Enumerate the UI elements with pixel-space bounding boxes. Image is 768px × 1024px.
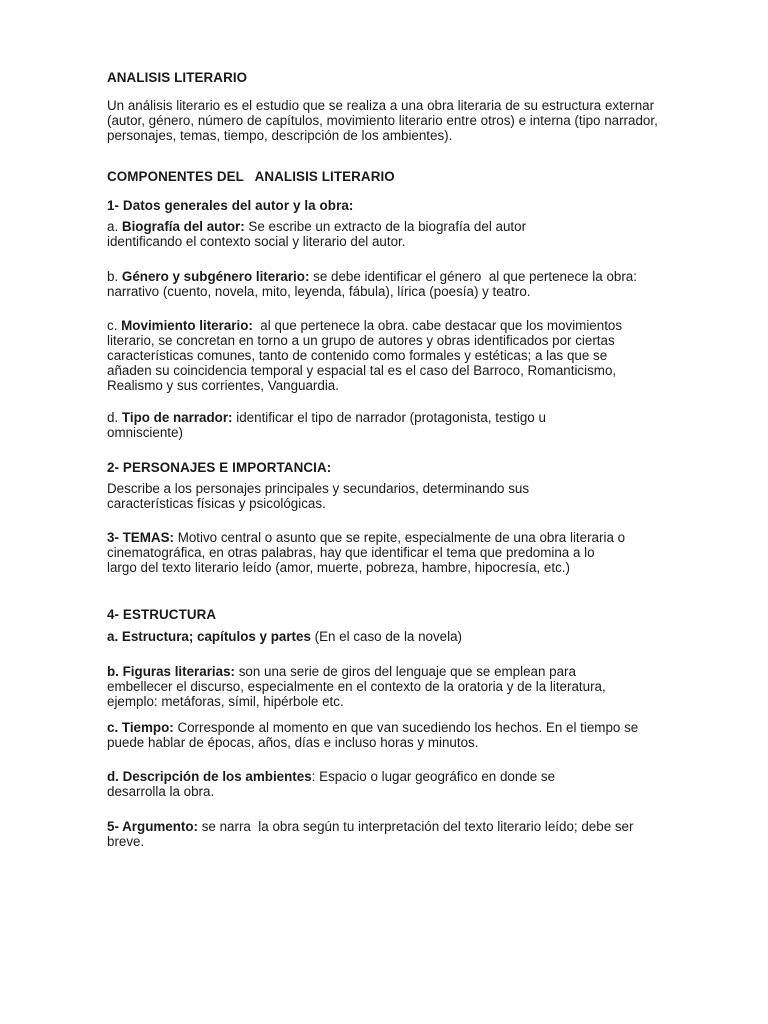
item-label: d. Descripción de los ambientes [107, 769, 312, 784]
item-text: (En el caso de la novela) [310, 629, 463, 644]
item-label: Movimiento literario: [121, 318, 253, 333]
item-label: Tipo de narrador: [121, 410, 233, 425]
item-label: c. Tiempo: [107, 720, 174, 735]
section-4-item-d [107, 769, 615, 799]
item-text: : Espacio o lugar geográfico en donde se desarrolla la obra. [107, 769, 556, 799]
document-title: ANALISIS LITERARIO [107, 70, 248, 85]
section-5-text: se narra la obra según tu interpretación del texto literario leído; debe ser breve. [107, 819, 638, 849]
item-text: Corresponde al momento en que van sucediendo los hechos. En el tiempo se puede hablar de épocas, años, días e incluso horas y minutos. [107, 720, 639, 750]
components-heading: COMPONENTES DEL ANALISIS LITERARIO [107, 169, 395, 184]
item-label: b. Figuras literarias: [107, 664, 235, 679]
item-letter: d. [107, 410, 119, 425]
item-text: identificar el tipo de narrador (protagonista, testigo u omnisciente) [107, 410, 546, 440]
section-2-paragraph: Describe a los personajes principales y secundarios, determinando sus características físicas y psicológicas. [107, 481, 530, 511]
section-5-paragraph [107, 819, 645, 849]
item-text: se debe identificar el género al que pertenece la obra: narrativo (cuento, novela, mito, leyenda, fábula), lírica (poesía) y teatro. [107, 269, 641, 299]
item-letter: a. [107, 219, 119, 234]
section-1-item-b [107, 269, 655, 299]
section-1-item-a [107, 219, 587, 249]
section-1-item-c [107, 318, 649, 393]
item-text: Se escribe un extracto de la biografía del autor identificando el contexto social y literario del autor. [107, 219, 527, 249]
item-letter: b. [107, 269, 119, 284]
section-3-text: Motivo central o asunto que se repite, especialmente de una obra literaria o cinematográfica, en otras palabras, hay que identificar el tema que predomina a lo largo del texto literario leído (amor, muerte, pobreza, hambre, hipocresía, etc.) [107, 530, 626, 575]
item-label: Biografía del autor: [121, 219, 245, 234]
section-3-paragraph [107, 530, 627, 575]
intro-paragraph: Un análisis literario es el estudio que se realiza a una obra literaria de su estructura externar (autor, género, número de capítulos, movimiento literario entre otros) e interna (tipo narrador, personajes, temas, tiempo, descripción de los ambientes). [107, 98, 658, 143]
item-text: al que pertenece la obra. cabe destacar que los movimientos literario, se concretan en torno a un grupo de autores y obras identificados por ciertas características comunes, tanto de contenido como formales y estéticas; a las que se añaden su coincidencia temporal y espacial tal es el caso del Barroco, Romanticismo, Realismo y sus corrientes, Vanguardia. [107, 318, 626, 393]
section-4-item-c [107, 720, 642, 750]
item-label: Género y subgénero literario: [121, 269, 310, 284]
section-3-label: 3- TEMAS: [107, 530, 174, 545]
section-1-heading: 1- Datos generales del autor y la obra: [107, 198, 354, 213]
section-1-item-d [107, 410, 607, 440]
section-4-heading: 4- ESTRUCTURA [107, 607, 217, 622]
section-4-item-a [107, 629, 667, 644]
section-5-label: 5- Argumento: [107, 819, 199, 834]
item-text: son una serie de giros del lenguaje que se emplean para embellecer el discurso, especialmente en el contexto de la oratoria y de la literatura, ejemplo: metáforas, símil, hipérbole etc. [107, 664, 606, 709]
item-letter: c. [107, 318, 118, 333]
item-label: a. Estructura; capítulos y partes [107, 629, 311, 644]
section-4-item-b [107, 664, 612, 709]
section-2-heading: 2- PERSONAJES E IMPORTANCIA: [107, 460, 332, 475]
